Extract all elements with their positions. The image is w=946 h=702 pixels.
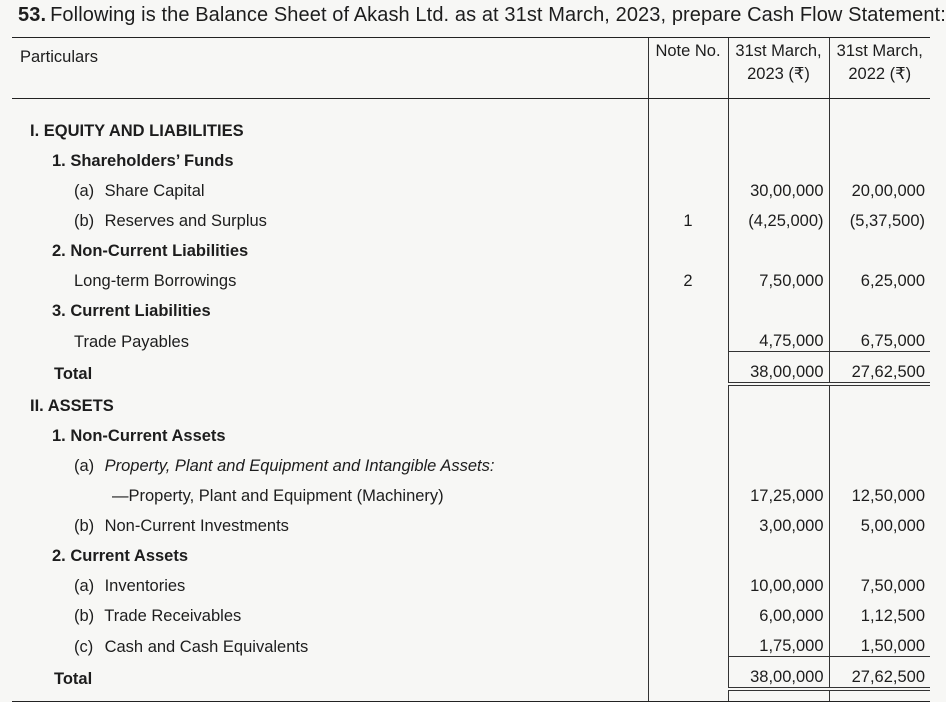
header-2022	[829, 38, 930, 99]
inventories-label: (a)	[74, 577, 95, 595]
total-liabilities-2023: 38,00,000	[728, 352, 829, 385]
inventories-2022: 7,50,000	[829, 566, 930, 596]
question-text: Following is the Balance Sheet of Akash Ltd. as at 31st March, 2023, prepare Cash Flow Statement:	[50, 4, 946, 26]
share-capital-2023: 30,00,000	[728, 171, 829, 201]
table-row	[12, 657, 930, 690]
header-row	[12, 38, 930, 99]
trade-payables-2023: 4,75,000	[728, 321, 829, 352]
header-2023-line2: 2023 (₹)	[747, 65, 810, 83]
table-row	[12, 476, 930, 506]
table-row	[12, 111, 930, 141]
header-2022-line1: 31st March,	[836, 42, 923, 60]
total-liabilities-label: Total	[54, 365, 93, 383]
non-current-liabilities-heading: 2. Non-Current Liabilities	[52, 242, 249, 260]
table-row	[12, 596, 930, 626]
machinery-2023: 17,25,000	[728, 476, 829, 506]
non-current-investments: Non-Current Investments	[104, 517, 289, 535]
trade-payables-2022: 6,75,000	[829, 321, 930, 352]
table-row	[12, 291, 930, 321]
table-row	[12, 141, 930, 171]
reserves-label: (b)	[74, 212, 95, 230]
current-assets-heading: 2. Current Assets	[52, 547, 189, 565]
table-row	[12, 321, 930, 352]
reserves-surplus: Reserves and Surplus	[104, 212, 267, 230]
nci-2022: 5,00,000	[829, 506, 930, 536]
reserves-note: 1	[648, 201, 728, 231]
table-row	[12, 446, 930, 476]
cash-2023: 1,75,000	[728, 626, 829, 657]
table-row	[12, 231, 930, 261]
section-assets: II. ASSETS	[30, 397, 114, 415]
total-assets-2022: 27,62,500	[829, 657, 930, 690]
table-row	[12, 201, 930, 231]
machinery: —Property, Plant and Equipment (Machinery)	[112, 487, 444, 505]
receivables-label: (b)	[74, 607, 95, 625]
trade-payables: Trade Payables	[74, 332, 189, 351]
question-title	[18, 4, 946, 27]
question-number: 53.	[18, 4, 47, 26]
header-2023-line1: 31st March,	[735, 42, 822, 60]
ltb-2023: 7,50,000	[728, 261, 829, 291]
table-row	[12, 416, 930, 446]
ltb-2022: 6,25,000	[829, 261, 930, 291]
table-row	[12, 506, 930, 536]
reserves-2023: (4,25,000)	[728, 201, 829, 231]
total-assets-2023: 38,00,000	[728, 657, 829, 690]
header-2022-line2: 2022 (₹)	[848, 65, 912, 83]
nci-2023: 3,00,000	[728, 506, 829, 536]
ltb-note: 2	[648, 261, 728, 291]
cash-equivalents: Cash and Cash Equivalents	[104, 637, 309, 656]
share-capital: Share Capital	[104, 182, 205, 200]
long-term-borrowings: Long-term Borrowings	[74, 272, 237, 290]
receivables-2023: 6,00,000	[728, 596, 829, 626]
balance-sheet-table	[12, 37, 930, 702]
header-note	[648, 38, 728, 99]
total-assets-label: Total	[54, 670, 93, 688]
share-capital-label: (a)	[74, 182, 95, 200]
cash-label: (c)	[74, 637, 94, 656]
ppe-label: (a)	[74, 457, 95, 475]
receivables-2022: 1,12,500	[829, 596, 930, 626]
ppe-heading: Property, Plant and Equipment and Intangible Assets:	[104, 457, 495, 475]
current-liabilities-heading: 3. Current Liabilities	[52, 302, 211, 320]
inventories: Inventories	[104, 577, 186, 595]
share-capital-2022: 20,00,000	[829, 171, 930, 201]
header-particulars: Particulars	[12, 38, 648, 99]
machinery-2022: 12,50,000	[829, 476, 930, 506]
section-equity-liabilities: I. EQUITY AND LIABILITIES	[30, 122, 244, 140]
table-row	[12, 171, 930, 201]
nci-label: (b)	[74, 517, 95, 535]
table-row	[12, 566, 930, 596]
table-row	[12, 261, 930, 291]
table-row	[12, 626, 930, 657]
header-2023	[728, 38, 829, 99]
trade-receivables: Trade Receivables	[104, 607, 242, 625]
non-current-assets-heading: 1. Non-Current Assets	[52, 427, 226, 445]
cash-2022: 1,50,000	[829, 626, 930, 657]
table-row	[12, 384, 930, 416]
shareholders-funds-heading: 1. Shareholders’ Funds	[52, 152, 234, 170]
header-note-label: Note No.	[655, 42, 721, 60]
inventories-2023: 10,00,000	[728, 566, 829, 596]
table-row	[12, 536, 930, 566]
table-row	[12, 352, 930, 385]
reserves-2022: (5,37,500)	[829, 201, 930, 231]
total-liabilities-2022: 27,62,500	[829, 352, 930, 385]
